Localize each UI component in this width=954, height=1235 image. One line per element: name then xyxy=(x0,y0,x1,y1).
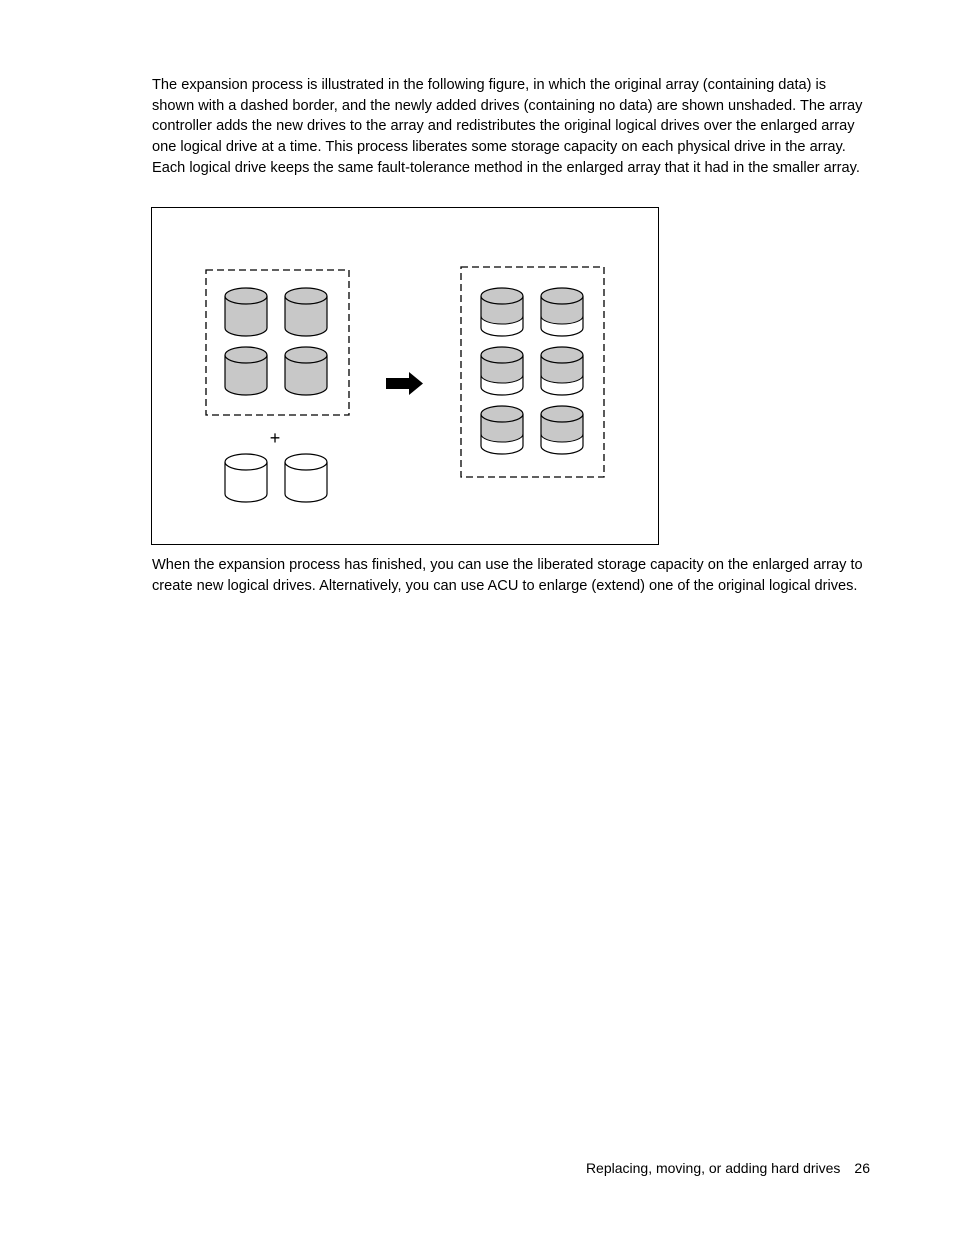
enlarged-array-drive xyxy=(481,406,523,454)
page-footer xyxy=(586,1158,870,1178)
enlarged-array-drive xyxy=(481,347,523,395)
enlarged-array-drive xyxy=(541,288,583,336)
footer-section-title: Replacing, moving, or adding hard drives xyxy=(585,1160,841,1176)
original-array-drive xyxy=(225,347,267,395)
original-array-drive xyxy=(225,288,267,336)
page-number: 26 xyxy=(854,1160,870,1176)
body-paragraph-conclusion: When the expansion process has finished, you can use the liberated storage capacity on the enlarged array to create new logical drives. Alternatively, you can use ACU to enlarge (extend) one of the original logical drives. xyxy=(152,557,863,594)
enlarged-array-drive xyxy=(541,406,583,454)
body-paragraph-intro: The expansion process is illustrated in the following figure, in which the original array (containing data) is shown with a dashed border, and the newly added drives (containing no data) are shown unshaded. The array controller adds the new drives to the array and redistributes the original logical drives over the enlarged array one logical drive at a time. This process liberates some storage capacity on each physical drive in the array. Each logical drive keeps the same fault-tolerance method in the enlarged array that it had in the smaller array. xyxy=(152,77,863,176)
enlarged-array-drive xyxy=(541,347,583,395)
original-array-drive xyxy=(285,288,327,336)
array-expansion-figure xyxy=(151,207,659,545)
new-empty-drive xyxy=(285,454,327,502)
enlarged-array-drive xyxy=(481,288,523,336)
drives-layer xyxy=(225,288,583,502)
figure-canvas xyxy=(152,208,657,543)
right-arrow-icon xyxy=(386,372,423,395)
plus-symbol: + xyxy=(269,428,281,448)
original-array-drive xyxy=(285,347,327,395)
new-empty-drive xyxy=(225,454,267,502)
